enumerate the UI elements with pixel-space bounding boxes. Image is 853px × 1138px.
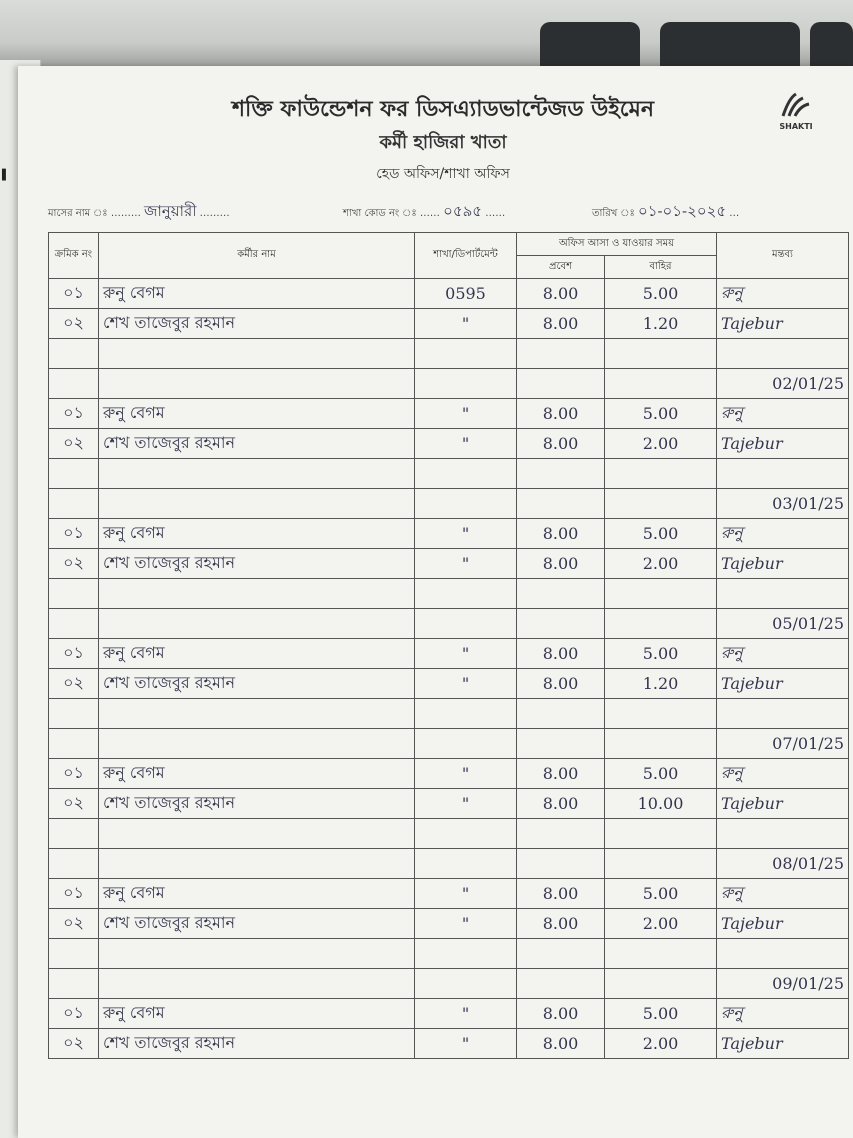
- cell-branch: [415, 849, 517, 879]
- cell-name: [99, 729, 415, 759]
- table-row: [49, 939, 849, 969]
- cell-entry: [517, 339, 605, 369]
- cell-remarks: [717, 339, 849, 369]
- month-value: জানুয়ারী: [144, 202, 197, 220]
- table-row: [49, 309, 849, 339]
- cell-remarks: Tajebur: [717, 909, 849, 939]
- cell-entry: [517, 579, 605, 609]
- table-row: [49, 849, 849, 879]
- cell-branch: [415, 609, 517, 639]
- org-title: শক্তি ফাউন্ডেশন ফর ডিসএ্যাডভান্টেজড উইমেন: [232, 97, 654, 122]
- cell-entry: 8.00: [517, 909, 605, 939]
- cell-branch: [415, 699, 517, 729]
- cell-branch: [415, 489, 517, 519]
- cell-remarks: 03/01/25: [717, 489, 849, 519]
- cell-serial: ০১: [49, 879, 99, 909]
- cell-entry: 8.00: [517, 429, 605, 459]
- cell-branch: ": [415, 309, 517, 339]
- cell-exit: 2.00: [605, 1029, 717, 1059]
- table-row: [49, 969, 849, 999]
- cell-exit: [605, 939, 717, 969]
- cell-name: [99, 579, 415, 609]
- cell-exit: 2.00: [605, 429, 717, 459]
- cell-branch: [415, 459, 517, 489]
- cell-branch: ": [415, 789, 517, 819]
- table-row: [49, 579, 849, 609]
- table-row: [49, 879, 849, 909]
- cell-exit: 5.00: [605, 999, 717, 1029]
- cell-remarks: Tajebur: [717, 309, 849, 339]
- cell-remarks: রুনু: [717, 879, 849, 909]
- date-label: তারিখ ঃ: [592, 208, 635, 219]
- header-entry: প্রবেশ: [517, 256, 605, 279]
- month-label: মাসের নাম ঃ: [48, 208, 108, 219]
- cell-branch: ": [415, 669, 517, 699]
- cell-remarks: Tajebur: [717, 1029, 849, 1059]
- cell-branch: [415, 939, 517, 969]
- cell-name: রুনু বেগম: [99, 759, 415, 789]
- cell-serial: ০১: [49, 639, 99, 669]
- cell-branch: [415, 819, 517, 849]
- table-row: [49, 1029, 849, 1059]
- cell-name: [99, 699, 415, 729]
- cell-remarks: রুনু: [717, 639, 849, 669]
- table-row: [49, 519, 849, 549]
- header-branch: শাখা/ডিপার্টমেন্ট: [415, 233, 517, 279]
- cell-name: [99, 369, 415, 399]
- table-row: [49, 609, 849, 639]
- cell-remarks: 09/01/25: [717, 969, 849, 999]
- chair-back: [660, 22, 800, 72]
- cell-entry: [517, 849, 605, 879]
- table-row: [49, 369, 849, 399]
- table-row: [49, 669, 849, 699]
- cell-entry: [517, 819, 605, 849]
- cell-remarks: [717, 459, 849, 489]
- background-scene: [0, 0, 853, 70]
- table-row: [49, 759, 849, 789]
- cell-serial: [49, 459, 99, 489]
- cell-serial: [49, 819, 99, 849]
- cell-remarks: 07/01/25: [717, 729, 849, 759]
- cell-entry: [517, 939, 605, 969]
- table-row: [49, 639, 849, 669]
- cell-serial: ০২: [49, 309, 99, 339]
- cell-name: [99, 969, 415, 999]
- cell-branch: ": [415, 399, 517, 429]
- table-row: [49, 819, 849, 849]
- cell-exit: [605, 699, 717, 729]
- cell-entry: 8.00: [517, 639, 605, 669]
- cell-serial: [49, 609, 99, 639]
- cell-serial: ০২: [49, 1029, 99, 1059]
- header-serial: ক্রমিক নং: [49, 233, 99, 279]
- cell-name: [99, 459, 415, 489]
- cell-exit: 5.00: [605, 879, 717, 909]
- cell-branch: ": [415, 999, 517, 1029]
- cell-entry: [517, 969, 605, 999]
- cell-exit: 1.20: [605, 669, 717, 699]
- cell-branch: 0595: [415, 279, 517, 309]
- table-row: [49, 339, 849, 369]
- cell-remarks: [717, 819, 849, 849]
- table-row: [49, 399, 849, 429]
- cell-exit: [605, 849, 717, 879]
- cell-name: শেখ তাজেবুর রহমান: [99, 309, 415, 339]
- cell-branch: [415, 579, 517, 609]
- header-remarks: মন্তব্য: [717, 233, 849, 279]
- cell-exit: 5.00: [605, 759, 717, 789]
- cell-exit: 5.00: [605, 399, 717, 429]
- table-row: [49, 549, 849, 579]
- cell-serial: ০১: [49, 759, 99, 789]
- cell-remarks: [717, 939, 849, 969]
- cell-exit: [605, 489, 717, 519]
- cell-remarks: 05/01/25: [717, 609, 849, 639]
- cell-name: শেখ তাজেবুর রহমান: [99, 429, 415, 459]
- cell-serial: [49, 339, 99, 369]
- cell-serial: [49, 969, 99, 999]
- table-row: [49, 279, 849, 309]
- cell-branch: ": [415, 519, 517, 549]
- date-field: তারিখ ঃ ০১-০১-২০২৫ …: [592, 202, 740, 220]
- cell-serial: ০২: [49, 909, 99, 939]
- cell-entry: [517, 489, 605, 519]
- cell-entry: [517, 609, 605, 639]
- cell-remarks: রুনু: [717, 399, 849, 429]
- cell-remarks: Tajebur: [717, 549, 849, 579]
- cell-exit: 2.00: [605, 909, 717, 939]
- header-exit: বাহির: [605, 256, 717, 279]
- cell-name: রুনু বেগম: [99, 519, 415, 549]
- cell-entry: 8.00: [517, 999, 605, 1029]
- cell-serial: [49, 849, 99, 879]
- cell-remarks: রুনু: [717, 279, 849, 309]
- cell-serial: ০২: [49, 669, 99, 699]
- cell-name: রুনু বেগম: [99, 279, 415, 309]
- office-line: হেড অফিস/শাখা অফিস: [376, 166, 510, 182]
- attendance-table: [48, 232, 849, 1059]
- cell-exit: [605, 579, 717, 609]
- cell-exit: [605, 369, 717, 399]
- cell-entry: 8.00: [517, 759, 605, 789]
- cell-exit: 10.00: [605, 789, 717, 819]
- cell-name: [99, 339, 415, 369]
- cell-entry: 8.00: [517, 669, 605, 699]
- cell-serial: ০২: [49, 429, 99, 459]
- cell-remarks: Tajebur: [717, 429, 849, 459]
- cell-name: শেখ তাজেবুর রহমান: [99, 669, 415, 699]
- cell-serial: ০১: [49, 519, 99, 549]
- branch-code-value: ০৫৯৫: [443, 202, 483, 220]
- cell-serial: ০১: [49, 999, 99, 1029]
- cell-branch: ": [415, 549, 517, 579]
- cell-name: রুনু বেগম: [99, 879, 415, 909]
- cell-serial: [49, 729, 99, 759]
- cell-remarks: 02/01/25: [717, 369, 849, 399]
- cell-exit: 5.00: [605, 519, 717, 549]
- table-row: [49, 489, 849, 519]
- cell-serial: ০২: [49, 549, 99, 579]
- cell-entry: 8.00: [517, 399, 605, 429]
- attendance-sheet: [18, 66, 853, 1138]
- chair-back: [540, 22, 640, 72]
- cell-name: [99, 819, 415, 849]
- cell-remarks: [717, 699, 849, 729]
- cell-branch: [415, 339, 517, 369]
- cell-branch: ": [415, 759, 517, 789]
- cell-exit: [605, 459, 717, 489]
- table-row: [49, 909, 849, 939]
- cell-entry: [517, 729, 605, 759]
- cell-serial: [49, 369, 99, 399]
- cell-name: [99, 849, 415, 879]
- cell-entry: 8.00: [517, 1029, 605, 1059]
- cell-name: রুনু বেগম: [99, 399, 415, 429]
- cell-branch: ": [415, 879, 517, 909]
- cell-name: [99, 489, 415, 519]
- cell-exit: 2.00: [605, 549, 717, 579]
- cell-name: [99, 609, 415, 639]
- branch-code-label: শাখা কোড নং ঃ: [343, 208, 417, 219]
- logo-wordmark: SHAKTI: [779, 122, 813, 131]
- cell-entry: 8.00: [517, 549, 605, 579]
- cell-remarks: [717, 579, 849, 609]
- cell-entry: [517, 369, 605, 399]
- cell-serial: [49, 699, 99, 729]
- table-row: [49, 999, 849, 1029]
- cell-branch: ": [415, 1029, 517, 1059]
- cell-remarks: রুনু: [717, 999, 849, 1029]
- cell-branch: [415, 369, 517, 399]
- cell-exit: 1.20: [605, 309, 717, 339]
- table-row: [49, 459, 849, 489]
- cell-entry: [517, 459, 605, 489]
- cell-name: শেখ তাজেবুর রহমান: [99, 549, 415, 579]
- cell-serial: [49, 939, 99, 969]
- cell-entry: 8.00: [517, 279, 605, 309]
- cell-name: শেখ তাজেবুর রহমান: [99, 909, 415, 939]
- cell-exit: [605, 819, 717, 849]
- cell-serial: [49, 489, 99, 519]
- table-row: [49, 789, 849, 819]
- cell-remarks: 08/01/25: [717, 849, 849, 879]
- cell-entry: 8.00: [517, 519, 605, 549]
- cell-name: [99, 939, 415, 969]
- chair-back: [810, 22, 853, 72]
- cell-name: রুনু বেগম: [99, 999, 415, 1029]
- cell-entry: [517, 699, 605, 729]
- cell-serial: ০২: [49, 789, 99, 819]
- register-title: কর্মী হাজিরা খাতা: [379, 132, 507, 153]
- date-value: ০১-০১-২০২৫: [637, 202, 727, 220]
- adjacent-page-mark: ▌: [2, 170, 10, 181]
- cell-exit: [605, 339, 717, 369]
- table-row: [49, 429, 849, 459]
- cell-serial: ০১: [49, 399, 99, 429]
- cell-branch: ": [415, 429, 517, 459]
- month-field: মাসের নাম ঃ ……… জানুয়ারী ………: [48, 202, 230, 220]
- cell-exit: [605, 969, 717, 999]
- cell-exit: [605, 609, 717, 639]
- table-row: [49, 699, 849, 729]
- cell-exit: 5.00: [605, 639, 717, 669]
- cell-remarks: Tajebur: [717, 789, 849, 819]
- cell-entry: 8.00: [517, 879, 605, 909]
- sunburst-icon: [779, 92, 813, 118]
- cell-name: শেখ তাজেবুর রহমান: [99, 1029, 415, 1059]
- header-time-group: অফিস আসা ও যাওয়ার সময়: [517, 233, 717, 256]
- cell-serial: [49, 579, 99, 609]
- cell-remarks: Tajebur: [717, 669, 849, 699]
- table-row: [49, 729, 849, 759]
- branch-code-field: শাখা কোড নং ঃ …… ০৫৯৫ ……: [343, 202, 506, 220]
- cell-branch: [415, 969, 517, 999]
- shakti-logo: [766, 92, 826, 131]
- cell-entry: 8.00: [517, 309, 605, 339]
- cell-branch: ": [415, 909, 517, 939]
- cell-exit: [605, 729, 717, 759]
- cell-branch: ": [415, 639, 517, 669]
- cell-branch: [415, 729, 517, 759]
- cell-remarks: রুনু: [717, 759, 849, 789]
- header-name: কর্মীর নাম: [99, 233, 415, 279]
- cell-name: রুনু বেগম: [99, 639, 415, 669]
- cell-exit: 5.00: [605, 279, 717, 309]
- cell-remarks: রুনু: [717, 519, 849, 549]
- cell-serial: ০১: [49, 279, 99, 309]
- cell-name: শেখ তাজেবুর রহমান: [99, 789, 415, 819]
- cell-entry: 8.00: [517, 789, 605, 819]
